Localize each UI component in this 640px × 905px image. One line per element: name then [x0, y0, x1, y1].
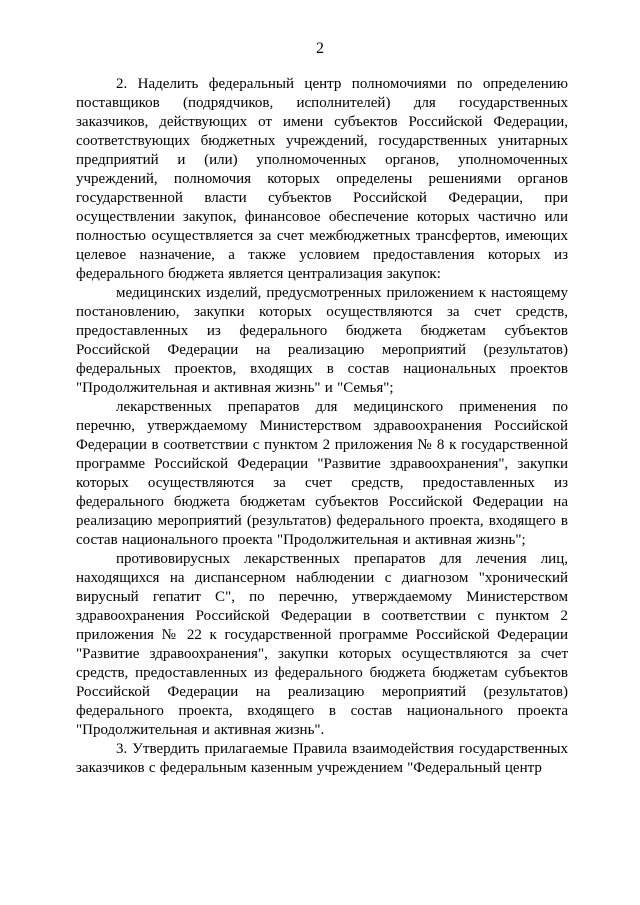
paragraph-antiviral-drugs: противовирусных лекарственных препаратов для лечения лиц, находящихся на диспансерном наблюдении с диагнозом "хронический вирусный гепатит С", по перечню, утверждаемому Министерством здравоохранения Российской Федерации в соответствии с пунктом 2 приложения № 22 к государственной программе Российской Федерации "Развитие здравоохранения", закупки которых осуществляются за счет средств, предоставленных из федерального бюджета бюджетам субъектов Российской Федерации на реализацию мероприятий (результатов) федерального проекта, входящего в состав национального проекта "Продолжительная и активная жизнь".: [76, 551, 568, 738]
paragraph-medical-devices: медицинских изделий, предусмотренных приложением к настоящему постановлению, закупки которых осуществляются за счет средств, предоставленных из федерального бюджета бюджетам субъектов Российской Федерации на реализацию мероприятий (результатов) федеральных проектов, входящих в состав национальных проектов "Продолжительная и активная жизнь" и "Семья";: [76, 285, 568, 396]
paragraph-medicinal-drugs: лекарственных препаратов для медицинского применения по перечню, утверждаемому Министерством здравоохранения Российской Федерации в соответствии с пунктом 2 приложения № 8 к государственной программе Российской Федерации "Развитие здравоохранения", закупки которых осуществляются за счет средств, предоставленных из федерального бюджета бюджетам субъектов Российской Федерации на реализацию мероприятий (результатов) федерального проекта, входящего в состав национального проекта "Продолжительная и активная жизнь";: [76, 399, 568, 548]
paragraph-authority-delegation: 2. Наделить федеральный центр полномочиями по определению поставщиков (подрядчиков, исполнителей) для государственных заказчиков, действующих от имени субъектов Российской Федерации, соответствующих бюджетных учреждений, государственных унитарных предприятий и (или) уполномоченных органов, уполномоченных учреждений, полномочия которых определены решениями органов государственной власти субъектов Российской Федерации, при осуществлении закупок, финансовое обеспечение которых частично или полностью осуществляется за счет межбюджетных трансфертов, имеющих целевое назначение, а также условием предоставления которых из федерального бюджета является централизация закупок:: [76, 76, 568, 282]
page-number: 2: [316, 40, 324, 57]
paragraph-approve-rules: 3. Утвердить прилагаемые Правила взаимодействия государственных заказчиков с федеральным казенным учреждением "Федеральный центр: [76, 741, 568, 776]
document-body: [76, 75, 568, 778]
